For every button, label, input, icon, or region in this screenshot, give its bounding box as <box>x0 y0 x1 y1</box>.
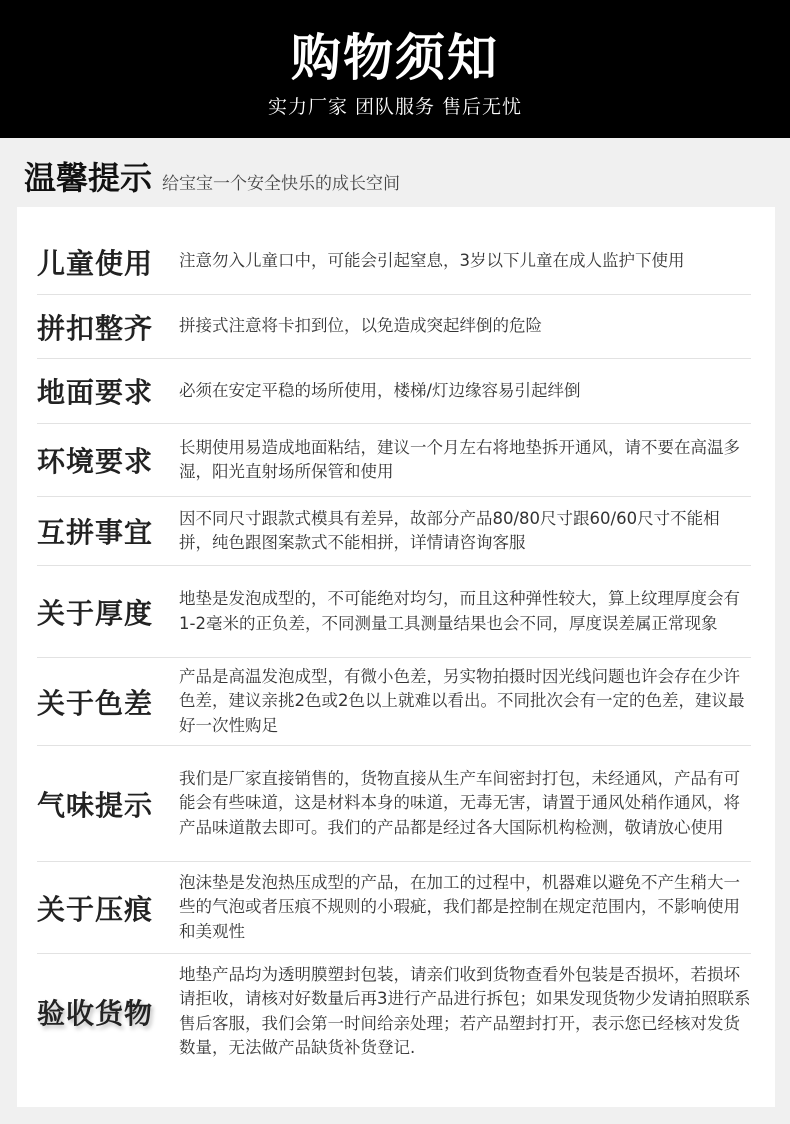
notice-text: 长期使用易造成地面粘结，建议一个月左右将地垫拆开通风，请不要在高温多湿，阳光直射场所保管和使用 <box>179 437 740 481</box>
tip-heading <box>24 158 400 198</box>
notice-item <box>37 295 751 359</box>
notice-item <box>37 497 751 566</box>
notice-label: 关于压痕 <box>37 892 154 926</box>
notice-text: 地垫产品均为透明膜塑封包装，请亲们收到货物查看外包装是否损坏，若损坏请拒收，请核对好数量后再3进行产品进行拆包；如果发现货物少发请拍照联系售后客服，我们会第一时间给亲处理；若产品塑封打开，表示您已经核对发货数量，无法做产品缺货补货登记. <box>179 964 751 1057</box>
page-header <box>0 0 790 138</box>
page-subtitle: 实力厂家 团队服务 售后无忧 <box>267 96 523 118</box>
notice-item <box>37 746 751 862</box>
notice-item <box>37 229 751 295</box>
notice-text: 必须在安定平稳的场所使用，楼梯/灯边缘容易引起绊倒 <box>179 380 581 400</box>
notice-label: 地面要求 <box>37 376 154 409</box>
tip-subtitle: 给宝宝一个安全快乐的成长空间 <box>162 174 401 194</box>
notice-label: 环境要求 <box>37 445 154 478</box>
notice-label: 互拼事宜 <box>37 516 154 549</box>
notice-card <box>17 207 775 1107</box>
notice-label: 儿童使用 <box>37 246 154 280</box>
notice-text: 泡沫垫是发泡热压成型的产品，在加工的过程中，机器难以避免不产生稍大一些的气泡或者压痕不规则的小瑕疵，我们都是控制在规定范围内，不影响使用和美观性 <box>179 872 740 941</box>
tip-title: 温馨提示 <box>24 159 153 197</box>
notice-label: 拼扣整齐 <box>37 311 154 345</box>
notice-text: 注意勿入儿童口中，可能会引起窒息，3岁以下儿童在成人监护下使用 <box>179 251 685 271</box>
notice-label: 验收货物 <box>37 996 154 1030</box>
notice-item <box>37 658 751 746</box>
notice-label: 关于色差 <box>37 686 154 720</box>
notice-label: 关于厚度 <box>37 596 154 630</box>
notice-item <box>37 954 751 1069</box>
page-title: 购物须知 <box>291 29 499 87</box>
notice-text: 我们是厂家直接销售的，货物直接从生产车间密封打包，未经通风，产品有可能会有些味道，这是材料本身的味道，无毒无害，请置于通风处稍作通风，将产品味道散去即可。我们的产品都是经过各大国际机构检测，敬请放心使用 <box>179 768 740 837</box>
notice-item <box>37 359 751 424</box>
notice-text: 地垫是发泡成型的，不可能绝对均匀，而且这种弹性较大，算上纹理厚度会有1-2毫米的正负差，不同测量工具测量结果也会不同，厚度误差属正常现象 <box>179 589 740 633</box>
notice-item <box>37 862 751 954</box>
notice-label: 气味提示 <box>37 788 154 822</box>
notice-text: 拼接式注意将卡扣到位，以免造成突起绊倒的危险 <box>179 316 542 336</box>
notice-item <box>37 566 751 658</box>
notice-text: 因不同尺寸跟款式模具有差异，故部分产品80/80尺寸跟60/60尺寸不能相拼，纯色跟图案款式不能相拼，详情请咨询客服 <box>179 508 720 552</box>
notice-text: 产品是高温发泡成型，有微小色差，另实物拍摄时因光线问题也许会存在少许色差，建议亲挑2色或2色以上就难以看出。不同批次会有一定的色差，建议最好一次性购足 <box>179 666 745 735</box>
notice-item <box>37 424 751 497</box>
